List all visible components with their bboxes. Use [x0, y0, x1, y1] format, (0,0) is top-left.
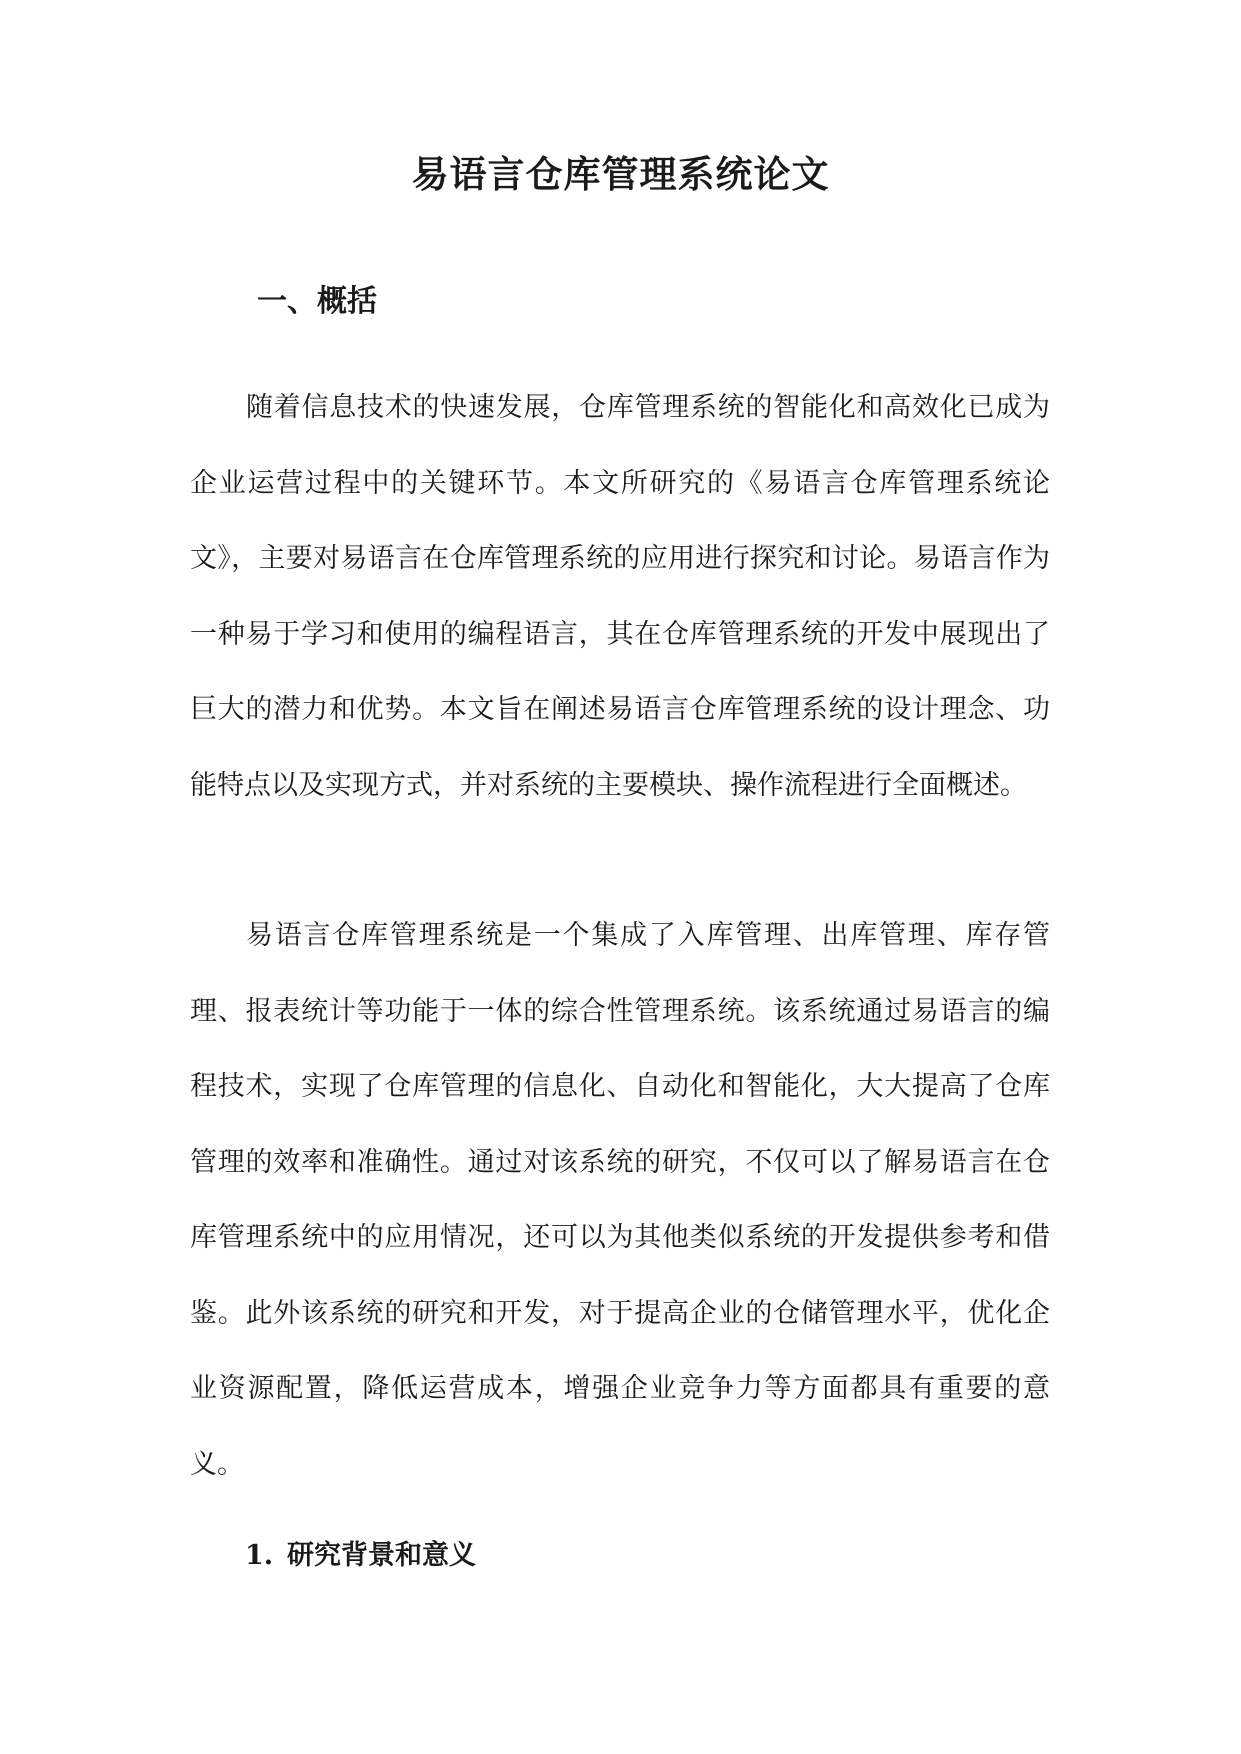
paragraph-overview-2: 易语言仓库管理系统是一个集成了入库管理、出库管理、库存管理、报表统计等功能于一体的综合性管理系统。该系统通过易语言的编程技术，实现了仓库管理的信息化、自动化和智能化，大大提高了仓库管理的效率和准确性。通过对该系统的研究，不仅可以了解易语言在仓库管理系统中的应用情况，还可以为其他类似系统的开发提供参考和借鉴。此外该系统的研究和开发，对于提高企业的仓储管理水平，优化企业资源配置，降低运营成本，增强企业竞争力等方面都具有重要的意义。: [190, 920, 1050, 1480]
document-title: 易语言仓库管理系统论文: [411, 152, 830, 196]
subsection-number: 1.: [245, 1540, 274, 1571]
section-heading-overview: 一、概括: [257, 284, 377, 319]
subsection-title: 研究背景和意义: [287, 1540, 476, 1571]
paragraph-overview-1: 随着信息技术的快速发展，仓库管理系统的智能化和高效化已成为企业运营过程中的关键环节。本文所研究的《易语言仓库管理系统论文》，主要对易语言在仓库管理系统的应用进行探究和讨论。易语言作为一种易于学习和使用的编程语言，其在仓库管理系统的开发中展现出了巨大的潜力和优势。本文旨在阐述易语言仓库管理系统的设计理念、功能特点以及实现方式，并对系统的主要模块、操作流程进行全面概述。: [190, 392, 1050, 801]
subsection-heading-research-background: [245, 1534, 476, 1578]
